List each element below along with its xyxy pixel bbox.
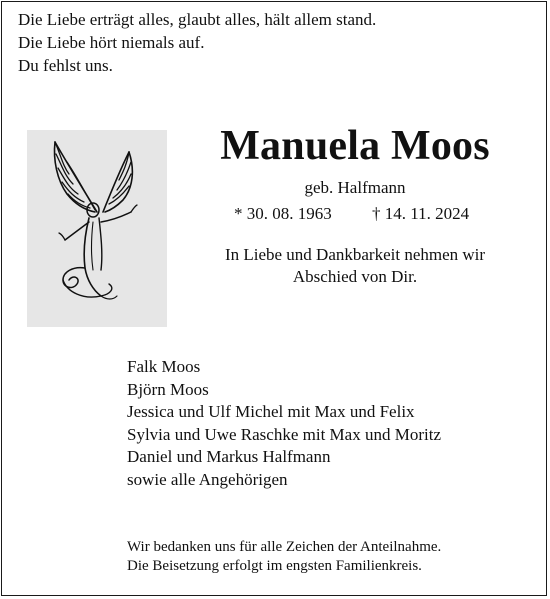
farewell-text — [190, 244, 520, 288]
mourner: Sylvia und Uwe Raschke mit Max und Moritz — [127, 424, 441, 444]
mourner: Daniel und Markus Halfmann — [127, 447, 331, 467]
farewell-line: Abschied von Dir. — [292, 267, 418, 286]
mourner: Björn Moos — [127, 379, 209, 399]
deceased-name: Manuela Moos — [220, 123, 490, 169]
closing-text — [127, 538, 441, 576]
death-date: † 14. 11. 2024 — [372, 204, 470, 223]
closing-line: Wir bedanken uns für alle Zeichen der Anteilnahme. — [127, 539, 442, 555]
maiden-name: geb. Halfmann — [304, 178, 406, 197]
angel-drawing-icon — [27, 130, 167, 327]
verse-line: Die Liebe hört niemals auf. — [18, 33, 205, 52]
verse-line: Die Liebe erträgt alles, glaubt alles, hält allem stand. — [18, 10, 377, 29]
mourner: sowie alle Angehörigen — [127, 469, 288, 489]
mourners-list — [127, 356, 441, 492]
angel-image — [27, 130, 167, 327]
verse-line: Du fehlst uns. — [18, 56, 113, 75]
birth-date: * 30. 08. 1963 — [234, 204, 332, 223]
verse — [18, 8, 376, 77]
mourner: Jessica und Ulf Michel mit Max und Felix — [127, 402, 415, 422]
mourner: Falk Moos — [127, 357, 201, 376]
closing-line: Die Beisetzung erfolgt im engsten Familienkreis. — [127, 558, 422, 574]
farewell-line: In Liebe und Dankbarkeit nehmen wir — [224, 245, 486, 264]
